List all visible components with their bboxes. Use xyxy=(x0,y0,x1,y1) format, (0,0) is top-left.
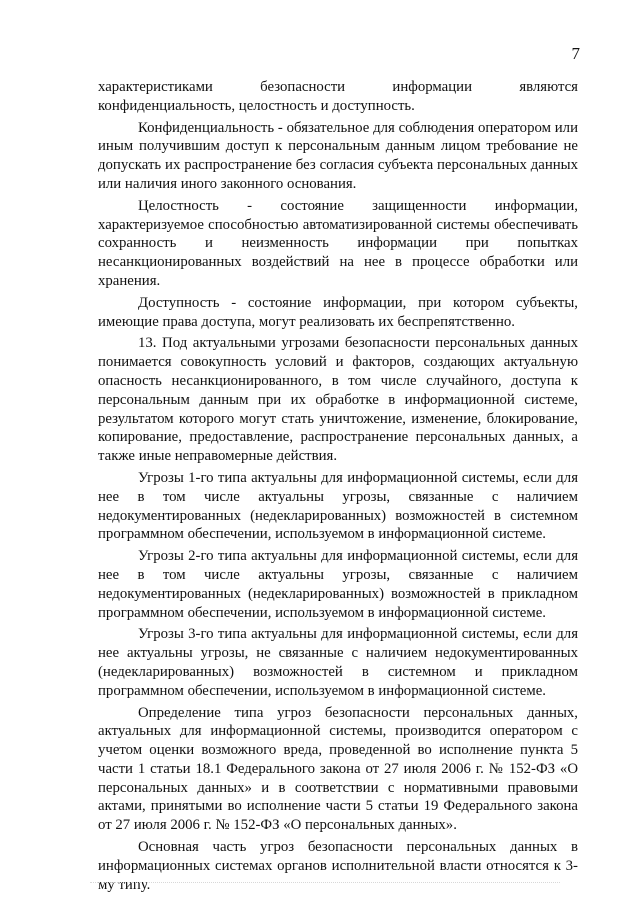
paragraph-main-part: Основная часть угроз безопасности персональных данных в информационных системах органов исполнительной власти относятся к 3-му типу. xyxy=(98,839,578,893)
paragraph-threat-type-2: Угрозы 2-го типа актуальны для информационной системы, если для нее в том числе актуальны угрозы, связанные с наличием недокументированных (недекларированных) возможностей в прикладном программном обеспечении, используемом в информационной системе. xyxy=(98,548,578,621)
paragraph-actual-threats: 13. Под актуальными угрозами безопасности персональных данных понимается совокупность условий и факторов, создающих актуальную опасность несанкционированного, в том числе случайного, доступа к персональным данным при их обработке в информационной системе, результатом которого могут стать уничтожение, изменение, блокирование, копирование, предоставление, распространение персональных данных, а также иные неправомерные действия. xyxy=(98,335,578,465)
paragraph-threat-type-3: Угрозы 3-го типа актуальны для информационной системы, если для нее актуальны угрозы, не связанные с наличием недокументированных (недекларированных) возможностей в системном и прикладном программном обеспечении, используемом в информационной системе. xyxy=(98,626,578,699)
paragraph-threat-type-1: Угрозы 1-го типа актуальны для информационной системы, если для нее в том числе актуальны угрозы, связанные с наличием недокументированных (недекларированных) возможностей в системном программном обеспечении, используемом в информационной системе. xyxy=(98,469,578,543)
page-number: 7 xyxy=(571,44,580,63)
paragraph-threat-determination: Определение типа угроз безопасности персональных данных, актуальных для информационной системы, производится оператором с учетом оценки возможного вреда, проведенной во исполнение пункта 5 части 1 статьи 18.1 Федерального закона от 27 июля 2006 г. № 152-ФЗ «О персональных данных» и в соответствии с нормативными правовыми актами, принятыми во исполнение части 5 статьи 19 Федерального закона от 27 июля 2006 г. № 152-ФЗ «О персональных данных». xyxy=(98,704,578,834)
paragraph-confidentiality: Конфиденциальность - обязательное для соблюдения оператором или иным получившим доступ к персональным данным лицом требование не допускать их распространение без согласия субъекта персональных данных или наличия иного законного основания. xyxy=(98,119,578,192)
scan-artifact-line xyxy=(90,882,560,889)
paragraph-continuation: характеристиками безопасности информации являются конфиденциальность, целостность и доступность. xyxy=(98,79,578,114)
paragraph-integrity: Целостность - состояние защищенности информации, характеризуемое способностью автоматизированной системы обеспечивать сохранность и неизменность информации при попытках несанкционированных воздействий на нее в процессе обработки или хранения. xyxy=(98,197,578,289)
body-text xyxy=(98,78,578,897)
paragraph-availability: Доступность - состояние информации, при котором субъекты, имеющие права доступа, могут реализовать их беспрепятственно. xyxy=(98,294,578,330)
